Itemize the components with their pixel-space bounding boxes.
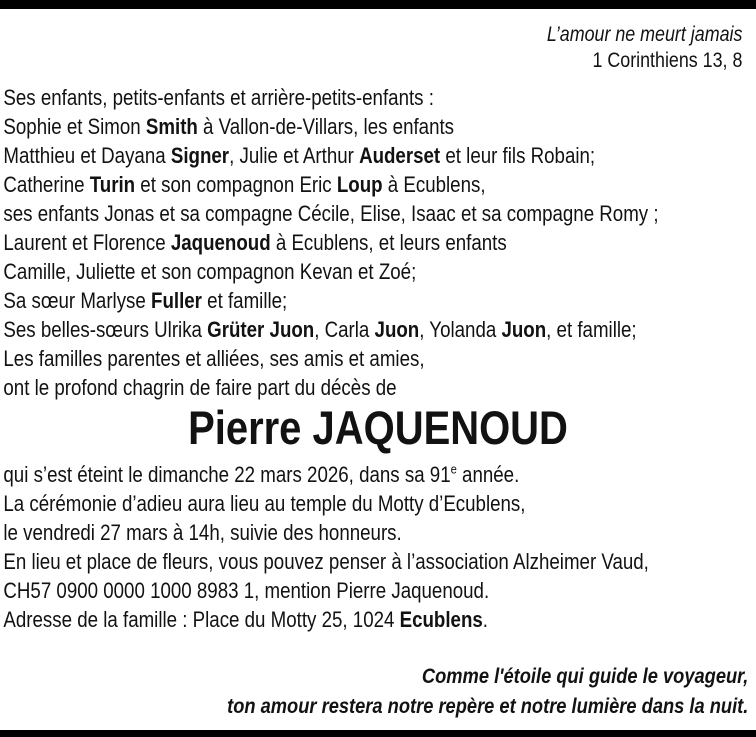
deceased-name: Pierre JAQUENOUD [188,401,568,454]
text-line: Ses enfants, petits-enfants et arrière-petits-enfants : [3,85,434,110]
closing-quote-line2: ton amour restera notre repère et notre lumière dans la nuit. [227,694,749,718]
text-line: La cérémonie d’adieu aura lieu au temple du Motty d’Ecublens, [3,491,526,516]
closing-quote [0,661,756,721]
text-line: Adresse de la famille : Place du Motty 25, 1024 Ecublens. [3,607,489,632]
family-list [0,83,756,402]
text-line: ses enfants Jonas et sa compagne Cécile, Elise, Isaac et sa compagne Romy ; [3,201,659,226]
text-line: CH57 0900 0000 1000 8983 1, mention Pierre Jaquenoud. [3,578,490,603]
scripture-quote-text: L’amour ne meurt jamais [546,23,743,46]
text-line: qui s’est éteint le dimanche 22 mars 2026, dans sa 91e année. [3,461,520,487]
text-line: Sophie et Simon Smith à Vallon-de-Villars, les enfants [3,114,455,139]
text-line: Camille, Juliette et son compagnon Kevan et Zoé; [3,259,417,284]
closing-quote-line1: Comme l'étoile qui guide le voyageur, [421,664,749,688]
bottom-border-rule [0,730,756,737]
text-line: Laurent et Florence Jaquenoud à Ecublens, et leurs enfants [3,230,507,255]
text-line: Sa sœur Marlyse Fuller et famille; [3,288,288,313]
scripture-quote [0,22,756,74]
text-line: Matthieu et Dayana Signer, Julie et Arthur Auderset et leur fils Robain; [3,143,596,168]
text-line: Les familles parentes et alliées, ses amis et amies, [3,346,425,371]
text-line: En lieu et place de fleurs, vous pouvez penser à l’association Alzheimer Vaud, [3,549,649,574]
text-line: Ses belles-sœurs Ulrika Grüter Juon, Carla Juon, Yolanda Juon, et famille; [3,317,637,342]
text-line: ont le profond chagrin de faire part du décès de [3,375,397,400]
ceremony-details [0,460,756,634]
text-line: le vendredi 27 mars à 14h, suivie des honneurs. [3,520,402,545]
text-line: Catherine Turin et son compagnon Eric Loup à Ecublens, [3,172,486,197]
scripture-reference: 1 Corinthiens 13, 8 [592,49,743,72]
